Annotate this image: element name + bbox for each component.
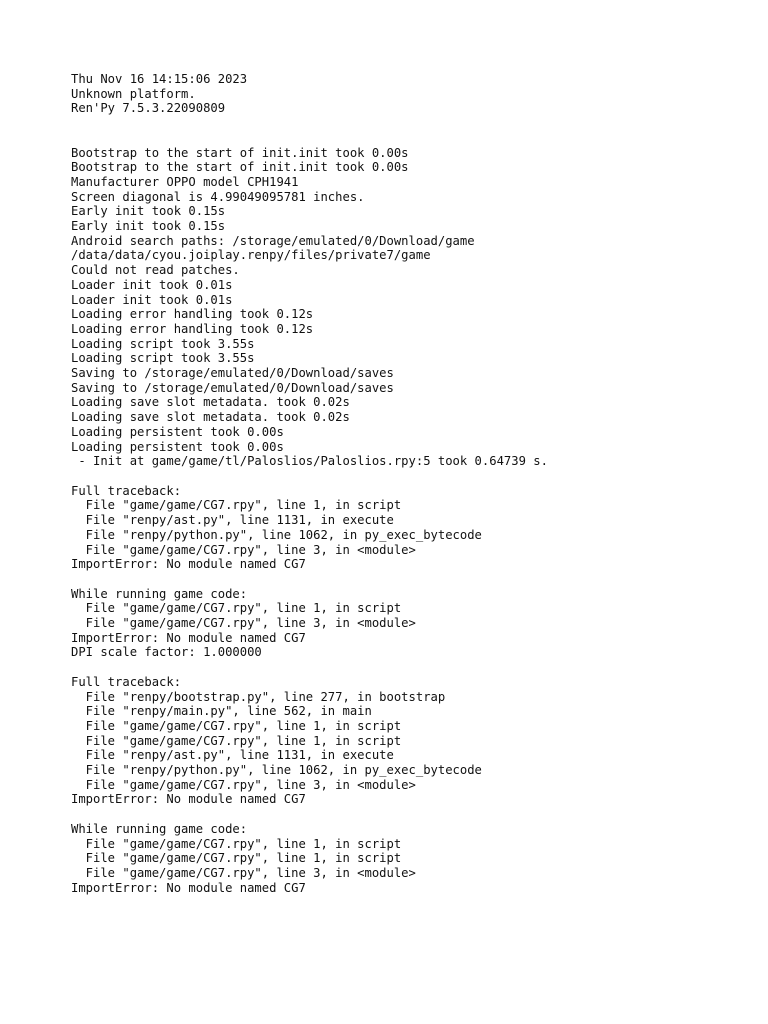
log-line: While running game code: xyxy=(71,586,248,601)
log-line: Android search paths: /storage/emulated/0/Download/game xyxy=(71,233,475,248)
traceback-log xyxy=(71,72,548,895)
log-line: Bootstrap to the start of init.init took 0.00s xyxy=(71,160,409,175)
log-line: File "renpy/ast.py", line 1131, in execute xyxy=(71,748,394,763)
log-line: /data/data/cyou.joiplay.renpy/files/private7/game xyxy=(71,248,431,263)
log-line: ImportError: No module named CG7 xyxy=(71,630,306,645)
log-line: File "renpy/ast.py", line 1131, in execute xyxy=(71,513,394,528)
log-line: Ren'Py 7.5.3.22090809 xyxy=(71,101,226,116)
log-line: File "game/game/CG7.rpy", line 1, in script xyxy=(71,836,402,851)
log-line: Manufacturer OPPO model CPH1941 xyxy=(71,174,299,189)
log-line: File "game/game/CG7.rpy", line 1, in script xyxy=(71,851,402,866)
log-line: Thu Nov 16 14:15:06 2023 xyxy=(71,72,248,86)
log-line: Loading persistent took 0.00s xyxy=(71,424,284,439)
log-line: DPI scale factor: 1.000000 xyxy=(71,645,262,660)
log-line: - Init at game/game/tl/Paloslios/Paloslios.rpy:5 took 0.64739 s. xyxy=(71,454,548,469)
log-line: Early init took 0.15s xyxy=(71,204,226,219)
log-line: Early init took 0.15s xyxy=(71,219,226,234)
log-line: File "game/game/CG7.rpy", line 3, in <module> xyxy=(71,542,416,557)
log-line: Saving to /storage/emulated/0/Download/saves xyxy=(71,380,394,395)
log-line: File "renpy/main.py", line 562, in main xyxy=(71,704,372,719)
log-line: File "game/game/CG7.rpy", line 3, in <module> xyxy=(71,616,416,631)
log-line: File "game/game/CG7.rpy", line 1, in script xyxy=(71,718,402,733)
log-line: Loading script took 3.55s xyxy=(71,336,255,351)
log-line: Could not read patches. xyxy=(71,263,240,278)
log-line: Loading persistent took 0.00s xyxy=(71,439,284,454)
log-line: While running game code: xyxy=(71,821,248,836)
log-line: Loader init took 0.01s xyxy=(71,292,233,307)
log-line: File "game/game/CG7.rpy", line 3, in <module> xyxy=(71,865,416,880)
log-line: Saving to /storage/emulated/0/Download/saves xyxy=(71,366,394,381)
log-line: File "game/game/CG7.rpy", line 1, in script xyxy=(71,733,402,748)
log-line: File "renpy/bootstrap.py", line 277, in bootstrap xyxy=(71,689,446,704)
log-line: Loading error handling took 0.12s xyxy=(71,307,314,322)
log-line: Full traceback: xyxy=(71,674,182,689)
log-line: Loading save slot metadata. took 0.02s xyxy=(71,410,350,425)
log-line: Loading script took 3.55s xyxy=(71,351,255,366)
log-line: ImportError: No module named CG7 xyxy=(71,557,306,572)
log-line: File "game/game/CG7.rpy", line 1, in script xyxy=(71,498,402,513)
log-line: Loader init took 0.01s xyxy=(71,277,233,292)
log-line: File "renpy/python.py", line 1062, in py_exec_bytecode xyxy=(71,527,482,542)
log-line: Loading save slot metadata. took 0.02s xyxy=(71,395,350,410)
log-line: ImportError: No module named CG7 xyxy=(71,880,306,895)
log-line: Full traceback: xyxy=(71,483,182,498)
log-line: Unknown platform. xyxy=(71,86,196,101)
log-line: Bootstrap to the start of init.init took 0.00s xyxy=(71,145,409,160)
log-line: File "game/game/CG7.rpy", line 3, in <module> xyxy=(71,777,416,792)
log-line: File "game/game/CG7.rpy", line 1, in script xyxy=(71,601,402,616)
log-line: ImportError: No module named CG7 xyxy=(71,792,306,807)
log-line: Screen diagonal is 4.99049095781 inches. xyxy=(71,189,365,204)
log-line: File "renpy/python.py", line 1062, in py_exec_bytecode xyxy=(71,763,482,778)
log-line: Loading error handling took 0.12s xyxy=(71,321,314,336)
